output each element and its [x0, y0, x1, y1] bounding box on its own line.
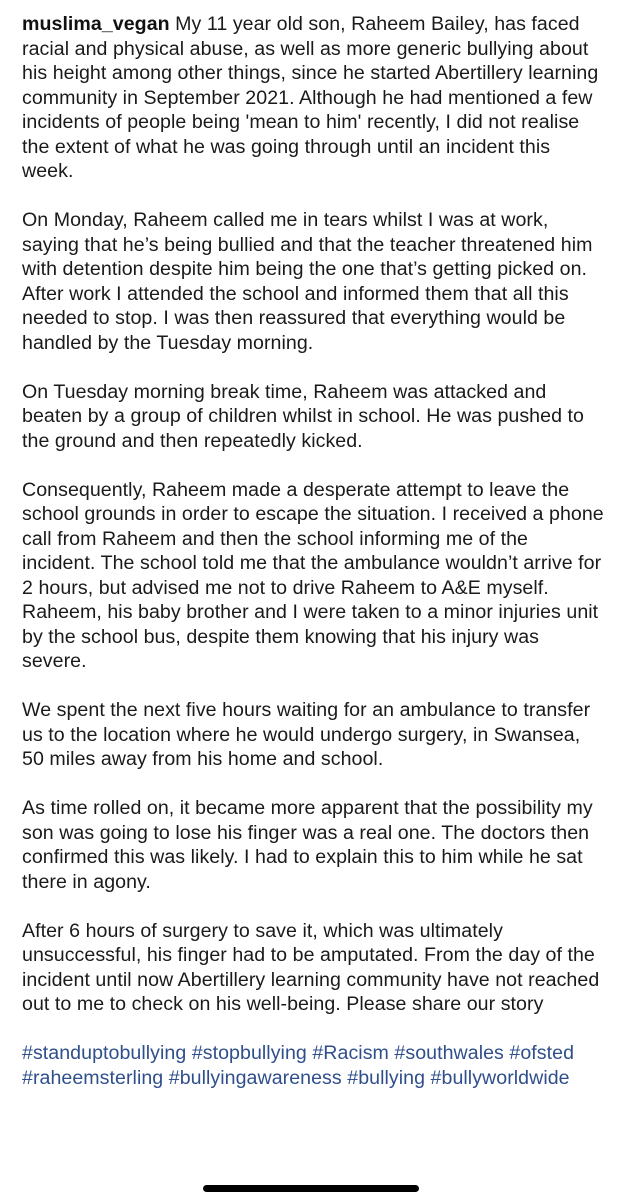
hashtag-link[interactable]: #bullying — [347, 1066, 426, 1089]
post-username[interactable]: muslima_vegan — [22, 13, 170, 35]
caption-paragraph-3: On Tuesday morning break time, Raheem was attacked and beaten by a group of children whilst in school. He was pushed to the ground and then repeatedly kicked. — [22, 380, 584, 452]
post-caption — [22, 12, 606, 1090]
hashtag-link[interactable]: #bullyingawareness — [168, 1066, 342, 1089]
hashtag-link[interactable]: #standuptobullying — [22, 1042, 187, 1064]
hashtag-link[interactable]: #bullyworldwide — [430, 1066, 570, 1089]
hashtag-link[interactable]: #Racism — [312, 1042, 389, 1064]
caption-paragraph-2: On Monday, Raheem called me in tears whilst I was at work, saying that he’s being bullied and that the teacher threatened him with detention despite him being the one that’s getting picked on. After work I attended the school and informed them that all this needed to stop. I was then reassured that everything would be handled by the Tuesday morning. — [22, 209, 593, 354]
hashtag-link[interactable]: #ofsted — [509, 1042, 575, 1064]
hashtag-link[interactable]: #raheemsterling — [22, 1066, 164, 1089]
caption-paragraph-4: Consequently, Raheem made a desperate attempt to leave the school grounds in order to escape the situation. I received a phone call from Raheem and then the school informing me of the incident. The school told me that the ambulance wouldn’t arrive for 2 hours, but advised me not to drive Raheem to A&E myself. Raheem, his baby brother and I were taken to a minor injuries unit by the school bus, despite them knowing that his injury was severe. — [22, 478, 604, 672]
caption-paragraph-6: As time rolled on, it became more apparent that the possibility my son was going to lose his finger was a real one. The doctors then confirmed this was likely. I had to explain this to him while he sat there in agony. — [22, 797, 593, 893]
caption-paragraph-7: After 6 hours of surgery to save it, which was ultimately unsuccessful, his finger had to be amputated. From the day of the incident until now Abertillery learning community have not reached out to me to check on his well-being. Please share our story — [22, 919, 600, 1015]
caption-text: My 11 year old son, Raheem Bailey, has faced racial and physical abuse, as well as more generic bullying about his height among other things, since he started Abertillery learning community in September 2021. Although he had mentioned a few incidents of people being 'mean to him' recently, I did not realise the extent of what he was going through until an incident this week. — [22, 13, 599, 182]
home-indicator[interactable] — [203, 1185, 419, 1192]
caption-paragraph-5: We spent the next five hours waiting for an ambulance to transfer us to the location where he would undergo surgery, in Swansea, 50 miles away from his home and school. — [22, 699, 591, 770]
hashtag-link[interactable]: #stopbullying — [191, 1042, 307, 1064]
hashtag-link[interactable]: #southwales — [394, 1042, 504, 1064]
hashtag-list — [22, 1041, 606, 1090]
caption-paragraph-1 — [22, 12, 606, 184]
